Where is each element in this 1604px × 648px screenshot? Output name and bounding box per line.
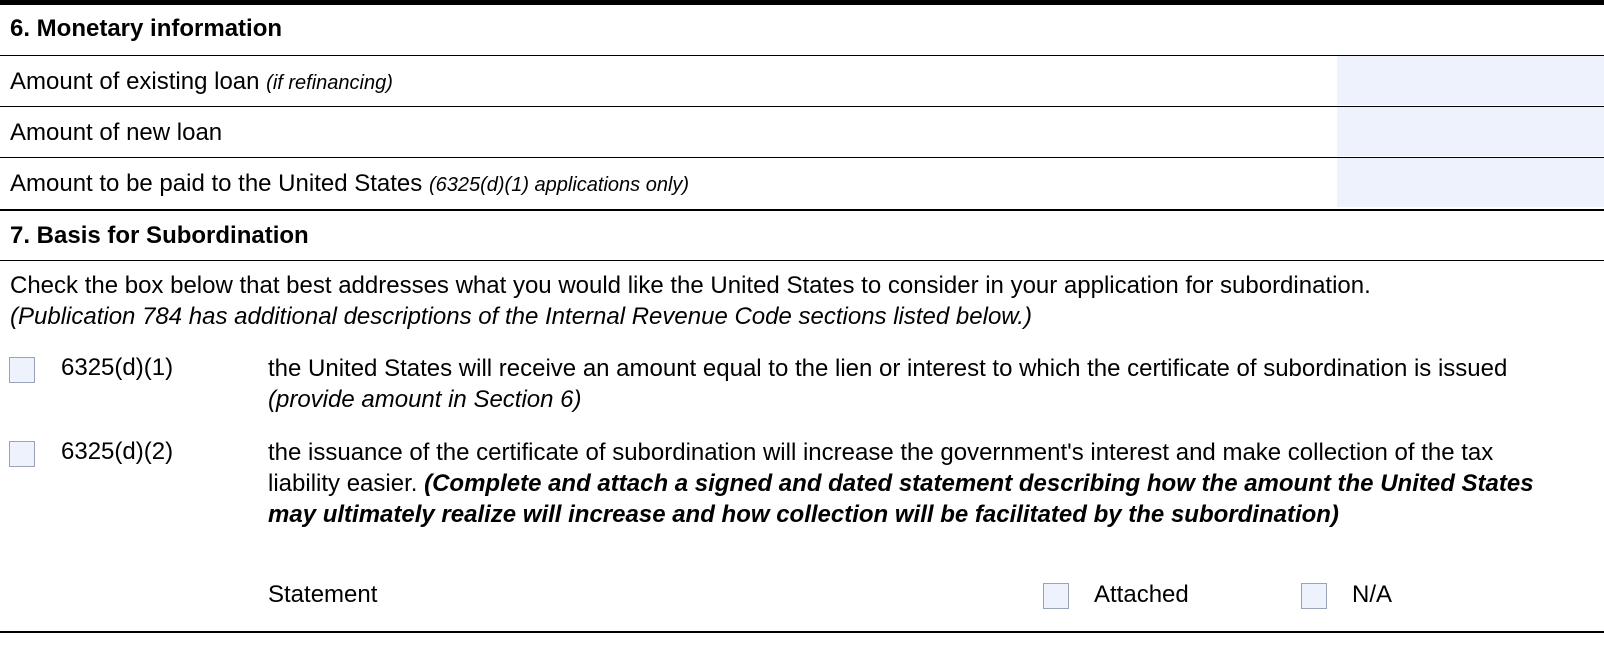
bottom-rule (0, 631, 1604, 633)
option-6325d2-code: 6325(d)(2) (61, 438, 174, 465)
existing-loan-hint: (if refinancing) (266, 72, 393, 94)
existing-loan-field[interactable] (1337, 56, 1604, 105)
option-6325d1-note: (provide amount in Section 6) (268, 386, 582, 413)
existing-loan-label-row (10, 67, 393, 98)
option-6325d1-code: 6325(d)(1) (61, 354, 174, 381)
existing-loan-label: Amount of existing loan (10, 68, 260, 95)
option-6325d2-desc (268, 437, 1568, 530)
new-loan-label: Amount of new loan (10, 119, 223, 146)
new-loan-input[interactable] (1337, 107, 1604, 156)
option-6325d2-text: the issuance of the certificate of subordination will increase the government's interest and make collection of the tax liability easier. (268, 439, 1494, 497)
statement-attached-label: Attached (1094, 581, 1189, 608)
option-6325d1-desc (268, 353, 1558, 415)
paid-to-us-field[interactable] (1337, 158, 1604, 207)
paid-to-us-label: Amount to be paid to the United States (10, 170, 423, 197)
statement-na-checkbox[interactable] (1301, 583, 1327, 609)
paid-to-us-input[interactable] (1337, 158, 1604, 207)
section-7-intro (10, 270, 1600, 332)
option-6325d2-checkbox[interactable] (9, 441, 35, 467)
statement-label: Statement (268, 581, 378, 608)
option-6325d1-checkbox[interactable] (9, 357, 35, 383)
existing-loan-input[interactable] (1337, 56, 1604, 105)
top-rule (0, 0, 1604, 5)
intro-text: Check the box below that best addresses what you would like the United States to consider in your application for subordination. (10, 272, 1371, 299)
section-6-title: 6. Monetary information (10, 15, 283, 42)
section-divider (0, 209, 1604, 211)
statement-na-label: N/A (1352, 581, 1393, 608)
new-loan-field[interactable] (1337, 107, 1604, 156)
statement-attached-checkbox[interactable] (1043, 583, 1069, 609)
option-6325d2-note: (Complete and attach a signed and dated statement describing how the amount the United States may ultimately realize will increase and how collection will be facilitated by the subordination) (268, 470, 1534, 528)
paid-to-us-label-row (10, 169, 689, 200)
intro-note: (Publication 784 has additional descriptions of the Internal Revenue Code sections listed below.) (10, 303, 1032, 330)
divider (0, 260, 1604, 261)
paid-to-us-hint: (6325(d)(1) applications only) (428, 174, 690, 196)
option-6325d1-text: the United States will receive an amount equal to the lien or interest to which the certificate of subordination is issued (268, 355, 1508, 382)
section-7-title: 7. Basis for Subordination (10, 222, 309, 249)
